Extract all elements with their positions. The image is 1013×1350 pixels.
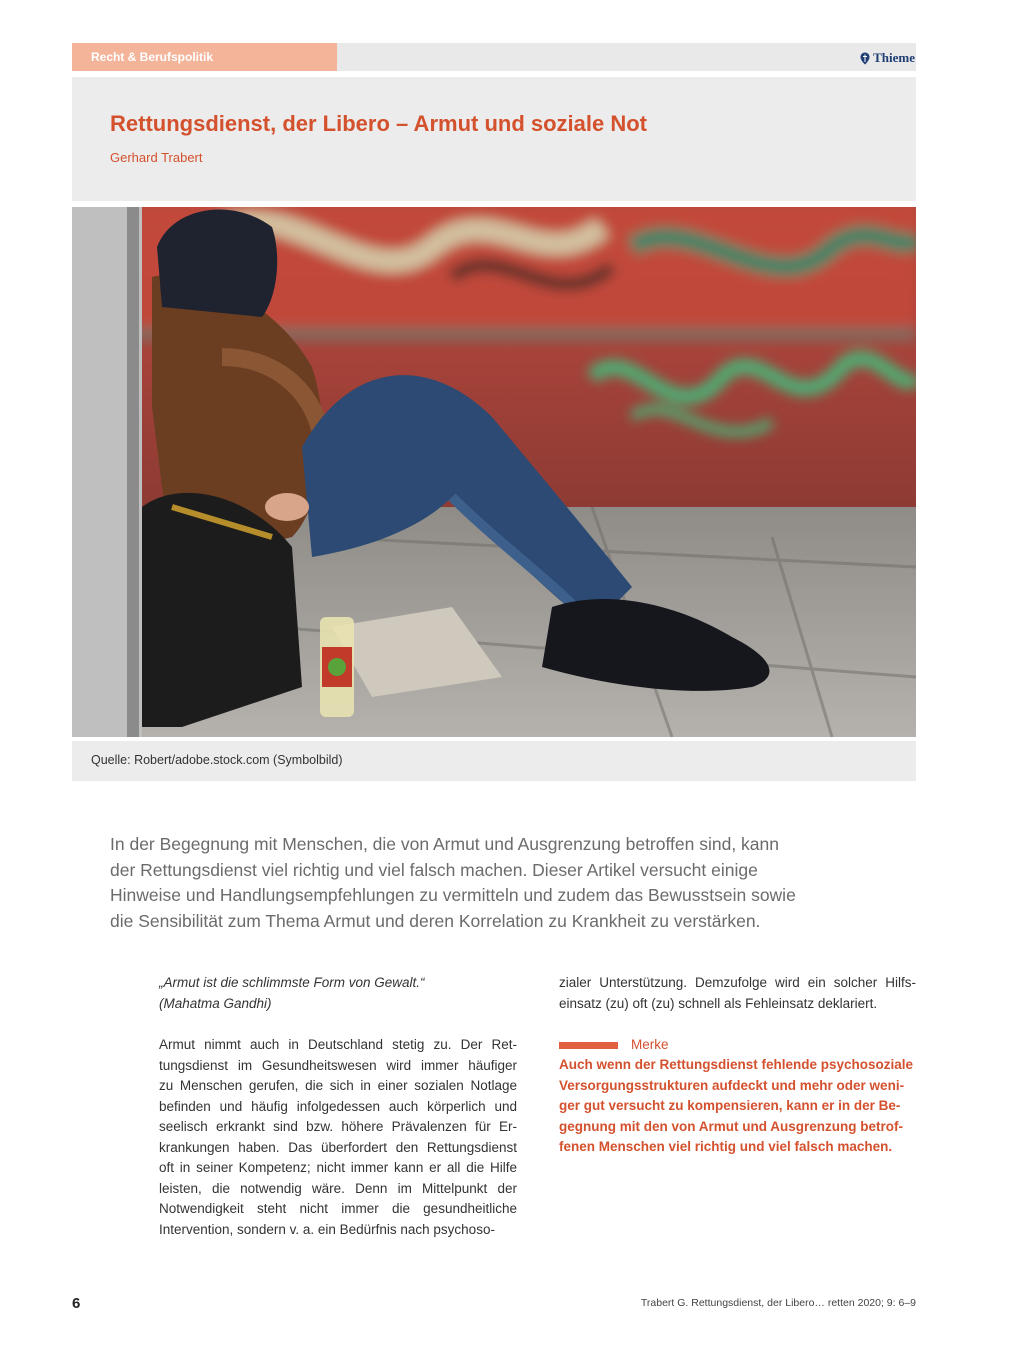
merke-line: Auch wenn der Rettungsdienst fehlende psychosoziale: [559, 1057, 914, 1072]
body-line: oft in seiner Kompetenz; nicht immer kann er all die Hilfe: [159, 1160, 517, 1175]
body-line: Notwendigkeit steht nicht immer die gesundheitliche: [159, 1201, 517, 1216]
lead-line: die Sensibilität zum Thema Armut und deren Korrelation zu Krankheit zu verstärken.: [110, 910, 761, 931]
thieme-emblem-icon: [860, 52, 870, 65]
quote-text: „Armut ist die schlimmste Form von Gewalt.“: [159, 975, 425, 990]
thieme-logo[interactable]: [860, 49, 915, 67]
article-author: Gerhard Trabert: [110, 150, 203, 165]
epigraph-quote: [159, 973, 425, 1014]
body-line: seelisch erkrankt sind bzw. höhere Prävalenzen für Er-: [159, 1119, 517, 1134]
body-line: einsatz (zu) oft (zu) schnell als Fehleinsatz deklariert.: [559, 995, 878, 1011]
article-photo: [72, 207, 916, 737]
body-line: zialer Unterstützung. Demzufolge wird ein solcher Hilfs-: [559, 975, 916, 990]
brand-name: Thieme: [873, 50, 915, 65]
page-number: 6: [72, 1295, 81, 1312]
body-line: krankungen haben. Das überfordert den Rettungsdienst: [159, 1139, 517, 1155]
merke-line: fenen Menschen viel richtig und viel falsch machen.: [559, 1139, 893, 1154]
lead-line: In der Begegnung mit Menschen, die von Armut und Ausgrenzung betroffen sind, kann: [110, 834, 780, 854]
body-column-left: [159, 1035, 517, 1240]
merke-line: gegnung mit den von Armut und Ausgrenzung betrof-: [559, 1118, 903, 1134]
body-line: Intervention, sondern v. a. ein Bedürfnis nach psychoso-: [159, 1221, 495, 1237]
lead-line: Hinweise und Handlungsempfehlungen zu vermitteln und zudem das Bewusstsein sowie: [110, 885, 796, 905]
body-line: zu Menschen gerufen, die sich in einer sozialen Notlage: [159, 1078, 517, 1093]
footer-citation: Trabert G. Rettungsdienst, der Libero… retten 2020; 9: 6–9: [640, 1297, 916, 1309]
merke-line: ger gut versucht zu kompensieren, kann er in der Be-: [559, 1098, 901, 1113]
photo-caption: Quelle: Robert/adobe.stock.com (Symbolbild): [91, 753, 343, 767]
lead-paragraph: [110, 832, 850, 934]
lead-line: der Rettungsdienst viel richtig und viel falsch machen. Dieser Artikel versucht einige: [110, 859, 758, 880]
header-bar: [337, 43, 916, 71]
merke-label: Merke: [631, 1037, 669, 1052]
merke-line: Versorgungsstrukturen aufdeckt und mehr oder weni-: [559, 1077, 905, 1093]
section-tab: Recht & Berufspolitik: [72, 43, 337, 71]
body-line: tungsdienst im Gesundheitswesen wird immer häufiger: [159, 1057, 517, 1073]
body-line: befinden und häufig infolgedessen auch körperlich und: [159, 1098, 517, 1114]
quote-source: (Mahatma Gandhi): [159, 995, 272, 1011]
merke-marker: [559, 1042, 618, 1049]
title-box: [72, 77, 916, 201]
article-title: Rettungsdienst, der Libero – Armut und soziale Not: [110, 111, 648, 136]
merke-box: [559, 1055, 916, 1158]
body-line: leisten, die notwendig wäre. Denn im Mittelpunkt der: [159, 1180, 517, 1196]
body-column-right: [559, 973, 916, 1014]
body-line: Armut nimmt auch in Deutschland stetig zu. Der Ret-: [159, 1037, 517, 1052]
